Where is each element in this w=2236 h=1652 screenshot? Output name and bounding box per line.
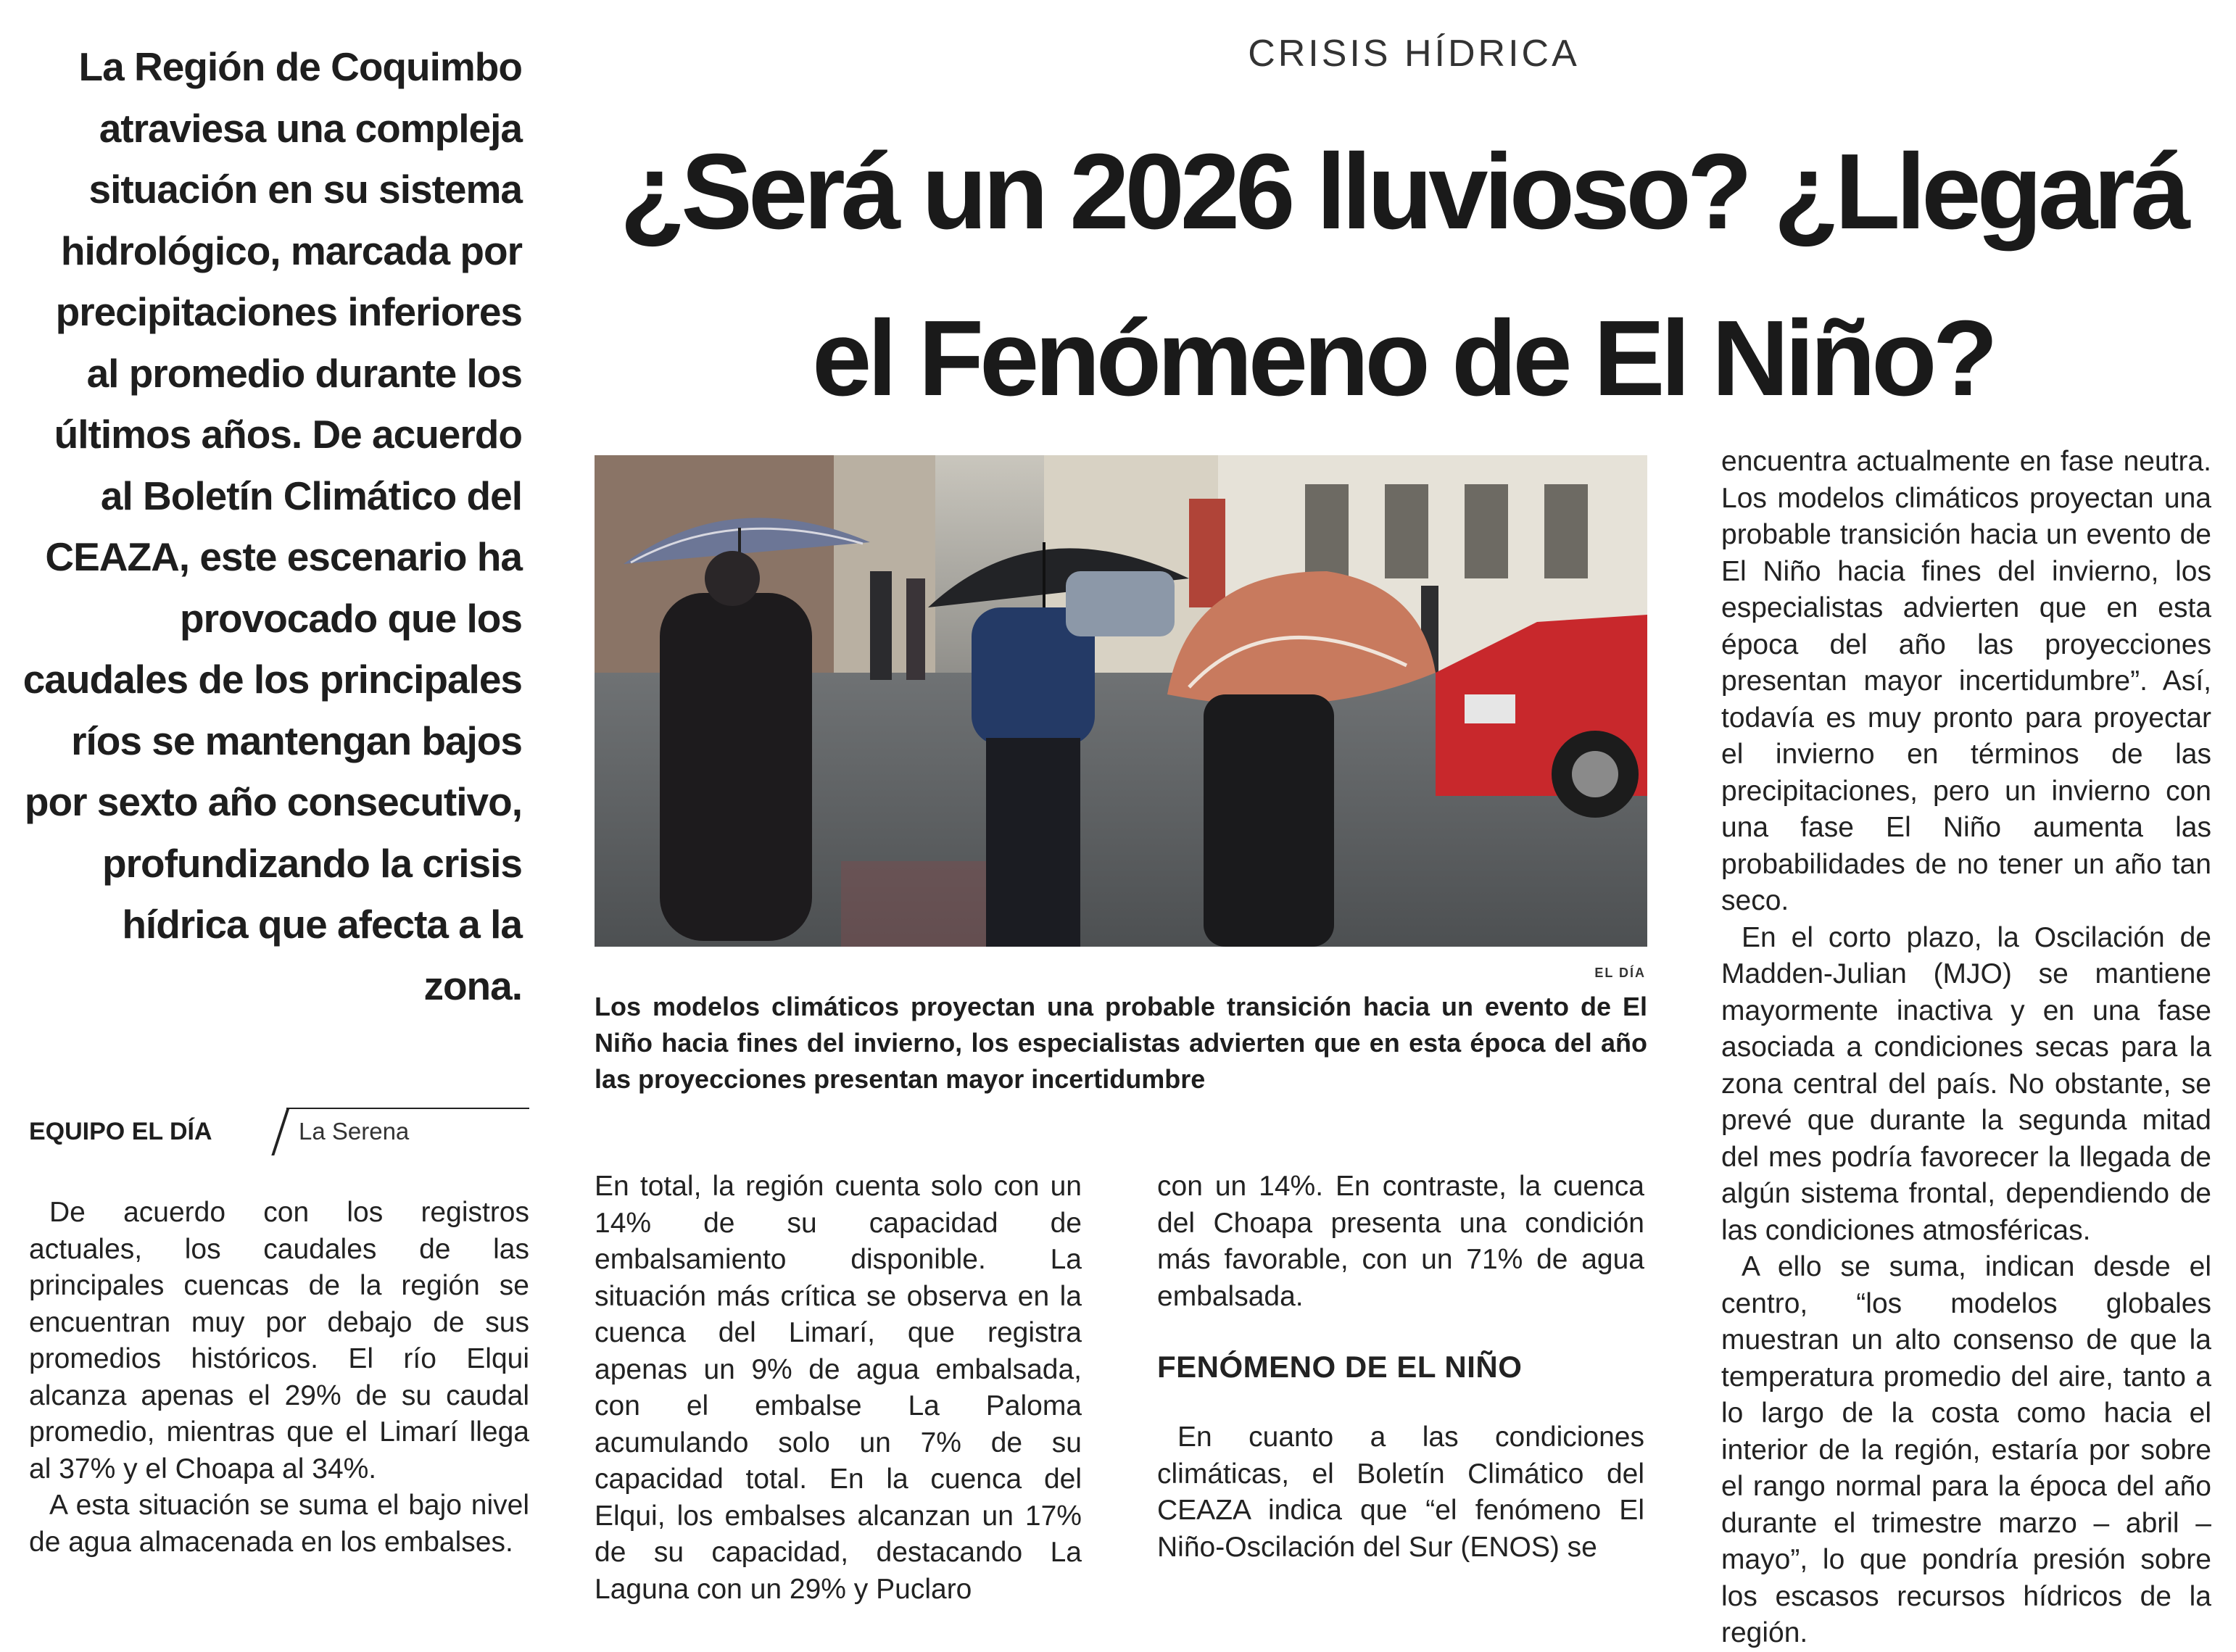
body-paragraph: En total, la región cuenta solo con un 14% de su capacidad de embalsamiento disponible. La situación más crítica se observa en la cuenca del Limarí, que registra apenas un 9% de agua embalsada, con el embalse La Paloma acumulando solo un 7% de su capacidad total. En la cuenca del Elqui, los embalses alcanzan un 17% de su capacidad, destacando La Laguna con un 29% y Puclaro xyxy=(595,1171,1082,1605)
lead-paragraph: La Región de Coquimbo atraviesa una compleja situación en su sistema hidrológico, marcada por precipitaciones inferiores al promedio durante los últimos años. De acuerdo al Boletín Climático del CEAZA, este escenario ha provocado que los caudales de los principales ríos se mantengan bajos por sexto año consecutivo, profundizando la crisis hídrica que afecta a la zona. xyxy=(22,44,522,1008)
body-paragraph: encuentra actualmente en fase neutra. Los modelos climáticos proyectan una probable transición hacia un evento de El Niño hacia fines del invierno, los especialistas advierten que en esta época del año las proyecciones presentan mayor incertidumbre”. Así, todavía es muy pronto para proyectar el invierno en términos de las precipitaciones, pero un invierno con una fase El Niño aumenta las probabilidades de no tener un año tan seco. xyxy=(1721,446,2211,916)
headline: ¿Será un 2026 lluvioso? ¿Llegará el Fenómeno de El Niño? xyxy=(619,132,2187,418)
body-column-3 xyxy=(1157,1169,1644,1315)
news-photo xyxy=(595,455,1647,947)
section-kicker: CRISIS HÍDRICA xyxy=(1248,33,1580,75)
byline xyxy=(29,1102,529,1147)
body-column-2 xyxy=(595,1169,1082,1608)
byline-location: La Serena xyxy=(299,1118,410,1145)
body-paragraph: En el corto plazo, la Oscilación de Madden-Julian (MJO) se mantiene mayormente inactiva y en una fase asociada a condiciones secas para la zona central del país. No obstante, se prevé que durante la segunda mitad del mes podría favorecer la llegada de algún sistema frontal, dependiendo de las condiciones atmosféricas. xyxy=(1721,921,2211,1246)
photo-credit: EL DÍA xyxy=(1594,966,1646,980)
body-paragraph: En cuanto a las condiciones climáticas, el Boletín Climático del CEAZA indica que “el fenómeno El Niño-Oscilación del Sur (ENOS) se xyxy=(1157,1421,1644,1563)
body-column-3-continued xyxy=(1157,1419,1644,1566)
body-paragraph: con un 14%. En contraste, la cuenca del Choapa presenta una condición más favorable, con un 71% de agua embalsada. xyxy=(1157,1171,1644,1312)
body-paragraph: De acuerdo con los registros actuales, los caudales de las principales cuencas de la región se encuentran muy por debajo de sus promedios históricos. El río Elqui alcanza apenas el 29% de su caudal promedio, mientras que el Limarí llega al 37% y el Choapa al 34%. xyxy=(29,1197,529,1485)
byline-rule xyxy=(286,1108,529,1109)
body-column-1 xyxy=(29,1195,529,1561)
rainy-street-illustration xyxy=(595,455,1647,947)
photo-caption: Los modelos climáticos proyectan una probable transición hacia un evento de El Niño hacia fines del invierno, los especialistas advierten que en esta época del año las proyecciones presentan mayor incertidumbre xyxy=(595,992,1647,1094)
body-column-4 xyxy=(1721,444,2211,1652)
body-paragraph: A esta situación se suma el bajo nivel de agua almacenada en los embalses. xyxy=(29,1490,529,1558)
byline-divider xyxy=(271,1108,289,1155)
body-paragraph: A ello se suma, indican desde el centro, “los modelos globales muestran un alto consenso de que la temperatura promedio del aire, tanto a lo largo de la costa como hacia el interior de la región, estaría por sobre el rango normal para la época del año durante el trimestre marzo – abril – mayo”, lo que pondría presión sobre los escasos recursos hídricos de la región. xyxy=(1721,1251,2211,1648)
byline-author: EQUIPO EL DÍA xyxy=(29,1118,212,1145)
section-subhead: FENÓMENO DE EL NIÑO xyxy=(1157,1350,1523,1384)
